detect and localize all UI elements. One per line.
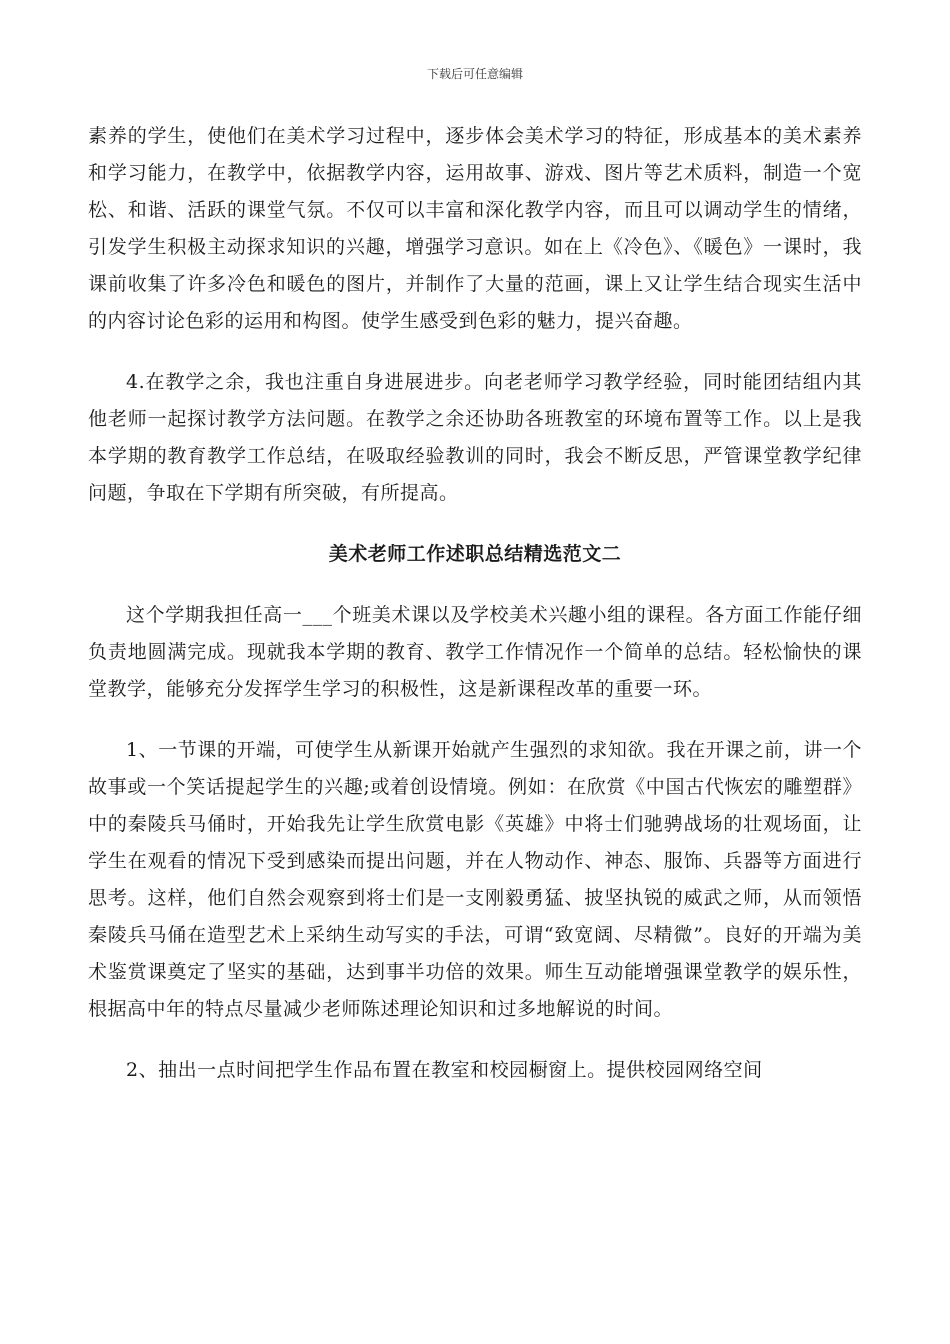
paragraph-continued: 素养的学生，使他们在美术学习过程中，逐步体会美术学习的特征，形成基本的美术素养和学习能力，在教学中，依据教学内容，运用故事、游戏、图片等艺术质料，制造一个宽松、和谐、活跃的课堂气氛。不仅可以丰富和深化教学内容，而且可以调动学生的情绪，引发学生积极主动探求知识的兴趣，增强学习意识。如在上《冷色》、《暖色》一课时，我课前收集了许多冷色和暖色的图片，并制作了大量的范画，课上又让学生结合现实生活中的内容讨论色彩的运用和构图。使学生感受到色彩的魅力，提兴奋趣。: [88, 125, 862, 332]
paragraph-intro: 这个学期我担任高一___个班美术课以及学校美术兴趣小组的课程。各方面工作能仔细负责地圆满完成。现就我本学期的教育、教学工作情况作一个简单的总结。轻松愉快的课堂教学，能够充分发挥学生学习的积极性，这是新课程改革的重要一环。: [88, 604, 862, 700]
paragraph-point-1: 1、一节课的开端，可使学生从新课开始就产生强烈的求知欲。我在开课之前，讲一个故事或一个笑话提起学生的兴趣;或着创设情境。例如：在欣赏《中国古代恢宏的雕塑群》中的秦陵兵马俑时，开始我先让学生欣赏电影《英雄》中将士们驰骋战场的壮观场面，让学生在观看的情况下受到感染而提出问题，并在人物动作、神态、服饰、兵器等方面进行思考。这样，他们自然会观察到将士们是一支刚毅勇猛、披坚执锐的威武之师，从而领悟秦陵兵马俑在造型艺术上采纳生动写实的手法，可谓“致宽阔、尽精微”。良好的开端为美术鉴赏课奠定了坚实的基础，达到事半功倍的效果。师生互动能增强课堂教学的娱乐性，根据高中年的特点尽量减少老师陈述理论知识和过多地解说的时间。: [88, 739, 862, 1020]
paragraph-point-4: 4.在教学之余，我也注重自身进展进步。向老老师学习教学经验，同时能团结组内其他老师一起探讨教学方法问题。在教学之余还协助各班教室的环境布置等工作。以上是我本学期的教育教学工作总结，在吸取经验教训的同时，我会不断反思，严管课堂教学纪律问题，争取在下学期有所突破，有所提高。: [88, 371, 862, 504]
document-body: [88, 118, 862, 1089]
section-title: 美术老师工作述职总结精选范文二: [328, 543, 622, 565]
page-header-note: 下载后可任意编辑: [426, 67, 523, 81]
paragraph-point-2: 2、抽出一点时间把学生作品布置在教室和校园橱窗上。提供校园网络空间: [126, 1059, 763, 1081]
